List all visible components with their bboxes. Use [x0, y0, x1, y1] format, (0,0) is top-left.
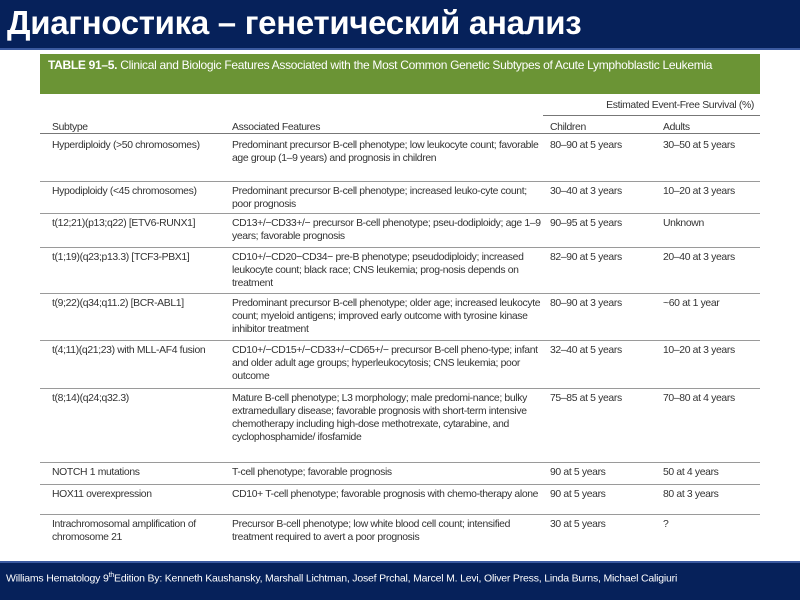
table-caption-text: Clinical and Biologic Features Associated with the Most Common Genetic Subtypes of Acute Lymphoblastic Leukemia	[120, 58, 713, 72]
table-row	[40, 389, 760, 463]
cell-children: 90 at 5 years	[550, 467, 606, 478]
slide-title: Диагностика – генетический анализ	[0, 0, 800, 50]
cell-children: 30 at 5 years	[550, 519, 606, 530]
table-row	[40, 463, 760, 485]
cell-features: Predominant precursor B-cell phenotype; low leukocyte count; favorable age group (1–9 years) and prognosis in children	[232, 140, 539, 164]
cell-features: Precursor B-cell phenotype; low white blood cell count; intensified treatment required to avert a poor prognosis	[232, 519, 511, 543]
cell-children: 80–90 at 3 years	[550, 298, 622, 309]
cell-adults: 20–40 at 3 years	[663, 252, 735, 263]
table-row	[40, 341, 760, 389]
cell-features: CD10+ T-cell phenotype; favorable prognosis with chemo-therapy alone	[232, 489, 539, 500]
cell-features: CD10+/−CD20−CD34− pre-B phenotype; pseudodiploidy; increased leukocyte count; black race; CNS leukemia; prog-nosis depends on treatment	[232, 252, 524, 289]
cell-subtype: Hyperdiploidy (>50 chromosomes)	[52, 140, 200, 151]
col-features: Associated Features	[232, 122, 321, 133]
table-row	[40, 136, 760, 182]
cell-features: Mature B-cell phenotype; L3 morphology; male predomi-nance; bulky extramedullary disease; favorable prognosis with short-term intensive chemotherapy including high-dose methotrexate, cytarabine, and cyclophosphamide/ ifosfamide	[232, 393, 527, 443]
cell-subtype: t(8;14)(q24;q32.3)	[52, 393, 129, 404]
cell-features: Predominant precursor B-cell phenotype; increased leuko-cyte count; poor prognosis	[232, 186, 527, 210]
col-adults: Adults	[663, 122, 690, 133]
table-row	[40, 214, 760, 248]
cell-subtype: HOX11 overexpression	[52, 489, 152, 500]
cell-subtype: t(9;22)(q34;q11.2) [BCR-ABL1]	[52, 298, 184, 309]
cell-subtype: Hypodiploidy (<45 chromosomes)	[52, 186, 197, 197]
cell-features: CD13+/−CD33+/− precursor B-cell phenotype; pseu-dodiploidy; age 1–9 years; favorable prognosis	[232, 218, 541, 242]
table-row	[40, 294, 760, 341]
footer-citation: Williams Hematology 9thEdition By: Kenneth Kaushansky, Marshall Lichtman, Josef Prchal, Marcel M. Levi, Oliver Press, Linda Burns, Michael Caligiuri	[0, 561, 800, 600]
cell-adults: 70–80 at 4 years	[663, 393, 735, 404]
cell-children: 32–40 at 5 years	[550, 345, 622, 356]
cell-subtype: NOTCH 1 mutations	[52, 467, 140, 478]
cell-adults: Unknown	[663, 218, 704, 229]
table-row	[40, 515, 760, 555]
cell-features: Predominant precursor B-cell phenotype; older age; increased leukocyte count; myeloid antigens; improved early outcome with tyrosine kinase inhibitor treatment	[232, 298, 541, 335]
cell-children: 82–90 at 5 years	[550, 252, 622, 263]
table-caption	[40, 54, 760, 94]
col-children: Children	[550, 122, 586, 133]
cell-features: T-cell phenotype; favorable prognosis	[232, 467, 392, 478]
cell-subtype: Intrachromosomal amplification of chromosome 21	[52, 519, 196, 543]
cell-subtype: t(4;11)(q21;23) with MLL-AF4 fusion	[52, 345, 206, 356]
cell-adults: 80 at 3 years	[663, 489, 719, 500]
group-header: Estimated Event-Free Survival (%)	[543, 99, 760, 116]
table-row	[40, 485, 760, 515]
cell-adults: 50 at 4 years	[663, 467, 719, 478]
table-row	[40, 248, 760, 294]
cell-children: 90–95 at 5 years	[550, 218, 622, 229]
cell-adults: 10–20 at 3 years	[663, 345, 735, 356]
cell-children: 90 at 5 years	[550, 489, 606, 500]
table-row	[40, 182, 760, 214]
col-subtype: Subtype	[52, 122, 88, 133]
cell-children: 80–90 at 5 years	[550, 140, 622, 151]
cell-adults: 10–20 at 3 years	[663, 186, 735, 197]
cell-subtype: t(1;19)(q23;p13.3) [TCF3-PBX1]	[52, 252, 190, 263]
cell-adults: ?	[663, 519, 669, 530]
cell-subtype: t(12;21)(p13;q22) [ETV6-RUNX1]	[52, 218, 196, 229]
cell-children: 75–85 at 5 years	[550, 393, 622, 404]
cell-adults: 30–50 at 5 years	[663, 140, 735, 151]
cell-children: 30–40 at 3 years	[550, 186, 622, 197]
cell-features: CD10+/−CD15+/−CD33+/−CD65+/− precursor B-cell pheno-type; infant and older adult age groups; hyperleukocytosis; CNS leukemia; poor outcome	[232, 345, 538, 382]
column-headers	[40, 118, 760, 134]
table-label: TABLE 91–5.	[48, 58, 118, 72]
cell-adults: ~60 at 1 year	[663, 298, 720, 309]
